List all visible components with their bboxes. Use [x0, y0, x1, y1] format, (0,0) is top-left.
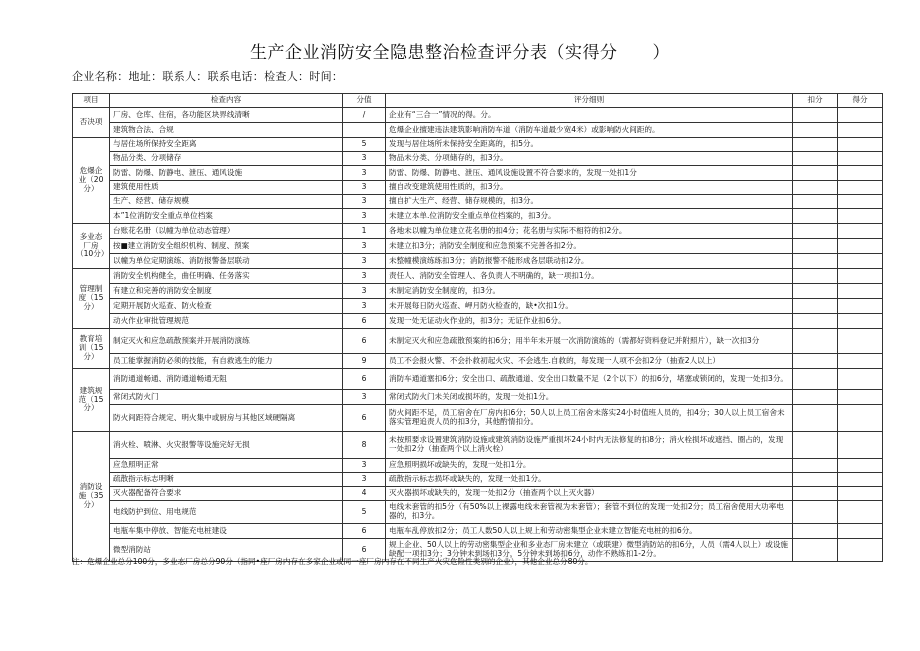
scoring-criteria: 未开展每日防火巡查、岬月防火检查的，缺•次扣1分。 — [386, 299, 793, 314]
project-name: 建筑规范（15分） — [73, 369, 110, 432]
got-cell[interactable] — [838, 108, 883, 123]
header-score: 分值 — [343, 94, 386, 108]
got-cell[interactable] — [838, 314, 883, 329]
table-row — [73, 254, 883, 269]
deduct-cell[interactable] — [793, 354, 838, 369]
deduct-cell[interactable] — [793, 390, 838, 405]
table-row — [73, 195, 883, 209]
score-value: 3 — [343, 390, 386, 405]
scoring-criteria: 规上企业、50人以上的劳动密集型企业和多业态厂房未建立（或联建）微型消防站的扣6分，人员（需4人以上）或设施缺配一项扣3分；3分钟未到场扣3分，5分钟未到场扣6分，动作不熟练扣1-2分。 — [386, 539, 793, 562]
got-cell[interactable] — [838, 390, 883, 405]
score-value: 3 — [343, 473, 386, 487]
scoring-criteria: 防雷、防爆、防静电、泄压、通风设施设置不符合要求的，发现一处扣1分 — [386, 166, 793, 181]
deduct-cell[interactable] — [793, 181, 838, 195]
got-cell[interactable] — [838, 224, 883, 239]
deduct-cell[interactable] — [793, 459, 838, 473]
got-cell[interactable] — [838, 329, 883, 354]
got-cell[interactable] — [838, 239, 883, 254]
page-title: 生产企业消防安全隐患整治检查评分表（实得分 ） — [250, 43, 670, 63]
score-value: 3 — [343, 299, 386, 314]
deduct-cell[interactable] — [793, 224, 838, 239]
check-content: 应急照明正常 — [110, 459, 343, 473]
project-name: 危爆企业（20分） — [73, 138, 110, 224]
deduct-cell[interactable] — [793, 166, 838, 181]
check-content: 建筑使用性质 — [110, 181, 343, 195]
scoring-criteria: 未制定消防安全制度的，扣3分。 — [386, 284, 793, 299]
score-value: 3 — [343, 459, 386, 473]
deduct-cell[interactable] — [793, 254, 838, 269]
check-content: 疏散指示标志明晰 — [110, 473, 343, 487]
got-cell[interactable] — [838, 487, 883, 501]
check-content: 动火作业审批管理规范 — [110, 314, 343, 329]
scoring-criteria: 未建立本单.位消防安全重点单位档案的，扣3分。 — [386, 209, 793, 224]
header-deduct: 扣分 — [793, 94, 838, 108]
check-content: 建筑物合法、合规 — [110, 123, 343, 138]
table-row — [73, 314, 883, 329]
score-value — [343, 123, 386, 138]
table-row — [73, 224, 883, 239]
got-cell[interactable] — [838, 166, 883, 181]
scoring-criteria: 电瓶车乱停放扣2分；员工人数50人以上规上和劳动密集型企业未建立智能充电桩的扣6分。 — [386, 524, 793, 539]
project-name: 消防设施（35分） — [73, 432, 110, 562]
score-value: 3 — [343, 239, 386, 254]
table-row — [73, 209, 883, 224]
scoring-criteria: 擅自改变建筑使用性质的，扣3分。 — [386, 181, 793, 195]
score-value: 3 — [343, 181, 386, 195]
scoring-criteria: 消防车通道塞扣6分；安全出口、疏散通道、安全出口数量不足（2个以下）的扣6分，堵塞或锁闭的，发现一处扣3分。 — [386, 369, 793, 390]
project-name: 否决项 — [73, 108, 110, 138]
check-content: 制定灭火和应急疏散预案并开展消防演练 — [110, 329, 343, 354]
scoring-criteria: 各地未以幢为单位建立花名册的扣4分；花名册与实际不相符的扣2分。 — [386, 224, 793, 239]
project-name: 教育培训（15分） — [73, 329, 110, 369]
score-value: 5 — [343, 501, 386, 524]
scoring-criteria: 防火间距不足，员工宿舍在厂房内扣6分；50人以上员工宿舍未落实24小时值班人员的，扣4分；30人以上员工宿舍未落实管理追责人员的扣3分，其他酌情扣分。 — [386, 405, 793, 432]
got-cell[interactable] — [838, 524, 883, 539]
scoring-criteria: 疏散指示标志损坏或缺失的，发现一处扣1分。 — [386, 473, 793, 487]
score-value: 4 — [343, 487, 386, 501]
table-row — [73, 138, 883, 152]
scoring-criteria: 未整幢模演练练扣3分；消防报警不能形成各层联动扣2分。 — [386, 254, 793, 269]
score-value: 3 — [343, 209, 386, 224]
table-row — [73, 108, 883, 123]
header-criteria: 评分细则 — [386, 94, 793, 108]
score-value: 6 — [343, 329, 386, 354]
header-content: 检查内容 — [110, 94, 343, 108]
deduct-cell[interactable] — [793, 432, 838, 459]
deduct-cell[interactable] — [793, 501, 838, 524]
deduct-cell[interactable] — [793, 487, 838, 501]
check-content: 有建立和完善的消防安全制度 — [110, 284, 343, 299]
table-row — [73, 239, 883, 254]
inspection-score-table — [72, 93, 883, 562]
check-content: 生产、经营、储存规模 — [110, 195, 343, 209]
deduct-cell[interactable] — [793, 108, 838, 123]
scoring-criteria: 员工不会报火警、不会扑救初起火灾、不会逃生.自救的，每发现一人项不会扣2分（抽查2人以上） — [386, 354, 793, 369]
deduct-cell[interactable] — [793, 473, 838, 487]
table-row — [73, 181, 883, 195]
got-cell[interactable] — [838, 284, 883, 299]
score-value: 9 — [343, 354, 386, 369]
deduct-cell[interactable] — [793, 405, 838, 432]
deduct-cell[interactable] — [793, 284, 838, 299]
scoring-criteria: 未制定灭火和应急疏散预案的扣6分；用半年未开展一次消防演练的（需都好资料登记并附照片），缺一次扣3分 — [386, 329, 793, 354]
scoring-criteria: 物品未分类、分项储存的，扣3分。 — [386, 152, 793, 166]
check-content: 常闭式防火门 — [110, 390, 343, 405]
score-value: 6 — [343, 524, 386, 539]
score-value: 1 — [343, 224, 386, 239]
project-name: 多业态厂房（10分） — [73, 224, 110, 269]
score-value: 6 — [343, 405, 386, 432]
got-cell[interactable] — [838, 501, 883, 524]
got-cell[interactable] — [838, 459, 883, 473]
footnote: 注：危爆企业总分100分，多业态厂房总分90分（指同•座厂房内存在多家企业或同一座厂房内存在不同生产火灾危险性类别的企业），其他企业总分80分。 — [72, 557, 593, 566]
got-cell[interactable] — [838, 269, 883, 284]
deduct-cell[interactable] — [793, 209, 838, 224]
table-row — [73, 269, 883, 284]
check-content: 消防通道畅通、消防通道畅通无阻 — [110, 369, 343, 390]
scoring-criteria: 应急照明损坏或缺失的，发现一处扣1分。 — [386, 459, 793, 473]
check-content: 防火间距符合规定、明火集中或厨房与其他区域硬隔离 — [110, 405, 343, 432]
score-value: 5 — [343, 138, 386, 152]
got-cell[interactable] — [838, 539, 883, 562]
table-row — [73, 473, 883, 487]
score-value: 3 — [343, 166, 386, 181]
scoring-criteria: 灭火器损坏或缺失的，发现一处扣2分（抽查两个以上灭火器） — [386, 487, 793, 501]
score-value: 3 — [343, 152, 386, 166]
got-cell[interactable] — [838, 209, 883, 224]
table-row — [73, 524, 883, 539]
table-body — [73, 108, 883, 562]
table-row — [73, 459, 883, 473]
score-value: 3 — [343, 269, 386, 284]
scoring-criteria: 发现一处无证动火作业的，扣3分；无证作业扣6分。 — [386, 314, 793, 329]
table-row — [73, 152, 883, 166]
got-cell[interactable] — [838, 405, 883, 432]
got-cell[interactable] — [838, 138, 883, 152]
table-row — [73, 284, 883, 299]
table-row — [73, 487, 883, 501]
table-header-row — [73, 94, 883, 108]
check-content: 微型消防站 — [110, 539, 343, 562]
got-cell[interactable] — [838, 432, 883, 459]
check-content: 消火栓、喷淋、火灾报警等设施完好无损 — [110, 432, 343, 459]
table-row — [73, 369, 883, 390]
check-content: 台账花名册（以幢为单位动态管理） — [110, 224, 343, 239]
table-row — [73, 405, 883, 432]
table-row — [73, 501, 883, 524]
table-row — [73, 432, 883, 459]
score-value: 3 — [343, 284, 386, 299]
score-value: 8 — [343, 432, 386, 459]
score-value: 6 — [343, 314, 386, 329]
table-row — [73, 329, 883, 354]
check-content: 定期开展防火巡查、防火检查 — [110, 299, 343, 314]
table-row — [73, 354, 883, 369]
deduct-cell[interactable] — [793, 123, 838, 138]
scoring-criteria: 未建立扣3分；消防安全制度和应急预案不完善各扣2分。 — [386, 239, 793, 254]
check-content: 电线防护到位、用电规范 — [110, 501, 343, 524]
check-content: 员工能掌握消防必须的技能，有自救逃生的能力 — [110, 354, 343, 369]
check-content: 防雷、防爆、防静电、泄压、通风设施 — [110, 166, 343, 181]
scoring-criteria: 危爆企业擅建违法建筑影响消防车道（消防车道最少宽4米）或影响防火间距的。 — [386, 123, 793, 138]
check-content: 与居住场所保持安全距离 — [110, 138, 343, 152]
check-content: 灭火器配备符合要求 — [110, 487, 343, 501]
check-content: 电瓶车集中停放、智能充电桩建设 — [110, 524, 343, 539]
deduct-cell[interactable] — [793, 299, 838, 314]
got-cell[interactable] — [838, 254, 883, 269]
table-row — [73, 123, 883, 138]
got-cell[interactable] — [838, 473, 883, 487]
deduct-cell[interactable] — [793, 524, 838, 539]
check-content: 消防安全机构健全，曲任明确、任务落实 — [110, 269, 343, 284]
got-cell[interactable] — [838, 195, 883, 209]
table-row — [73, 166, 883, 181]
scoring-criteria: 责任人、消防安全管理人、各负责人不明确的，缺一项扣1分。 — [386, 269, 793, 284]
check-content: 以幢为单位定期演练、消防报警备层联动 — [110, 254, 343, 269]
deduct-cell[interactable] — [793, 369, 838, 390]
score-value: 3 — [343, 254, 386, 269]
deduct-cell[interactable] — [793, 239, 838, 254]
scoring-criteria: 擅自扩大生产、经营、储存规模的，扣3分。 — [386, 195, 793, 209]
scoring-criteria: 常闭式防火门未关闭或损坏的，发现一处扣1分。 — [386, 390, 793, 405]
deduct-cell[interactable] — [793, 314, 838, 329]
scoring-criteria: 电线未套管的扣5分（有50%以上裸露电线未套管视为未套管）；套管不到位的发现一处扣2分；员工宿舍使用大功率电器的，扣3分。 — [386, 501, 793, 524]
table-row — [73, 390, 883, 405]
score-value: 6 — [343, 369, 386, 390]
score-value: 6 — [343, 539, 386, 562]
deduct-cell[interactable] — [793, 329, 838, 354]
deduct-cell[interactable] — [793, 539, 838, 562]
score-value: / — [343, 108, 386, 123]
scoring-criteria: 未按照要求设置建筑消防设施或建筑消防设施严重损坏24小时内无法修复的扣8分；消火栓损坏或遮挡、圈占的，发现一处扣2分（抽查两个以上消火栓） — [386, 432, 793, 459]
deduct-cell[interactable] — [793, 269, 838, 284]
header-project: 项目 — [73, 94, 110, 108]
scoring-criteria: 发现与居住场所未保持安全距离的，扣5分。 — [386, 138, 793, 152]
project-name: 管理制度（15分） — [73, 269, 110, 329]
header-got: 得分 — [838, 94, 883, 108]
got-cell[interactable] — [838, 181, 883, 195]
check-content: 厂房、仓库、住宿，各功能区块界线清晰 — [110, 108, 343, 123]
score-value: 3 — [343, 195, 386, 209]
check-content: 本”1位消防安全重点单位档案 — [110, 209, 343, 224]
scoring-criteria: 企业有“三合一”情况的得。分。 — [386, 108, 793, 123]
check-content: 物品分类、分项储存 — [110, 152, 343, 166]
table-row — [73, 299, 883, 314]
deduct-cell[interactable] — [793, 195, 838, 209]
deduct-cell[interactable] — [793, 152, 838, 166]
got-cell[interactable] — [838, 354, 883, 369]
deduct-cell[interactable] — [793, 138, 838, 152]
got-cell[interactable] — [838, 299, 883, 314]
got-cell[interactable] — [838, 152, 883, 166]
got-cell[interactable] — [838, 123, 883, 138]
got-cell[interactable] — [838, 369, 883, 390]
check-content: 按■建立消防安全组织机构、制度、预案 — [110, 239, 343, 254]
company-info-line: 企业名称：地址：联系人：联系电话：检查人：时间： — [72, 70, 344, 83]
